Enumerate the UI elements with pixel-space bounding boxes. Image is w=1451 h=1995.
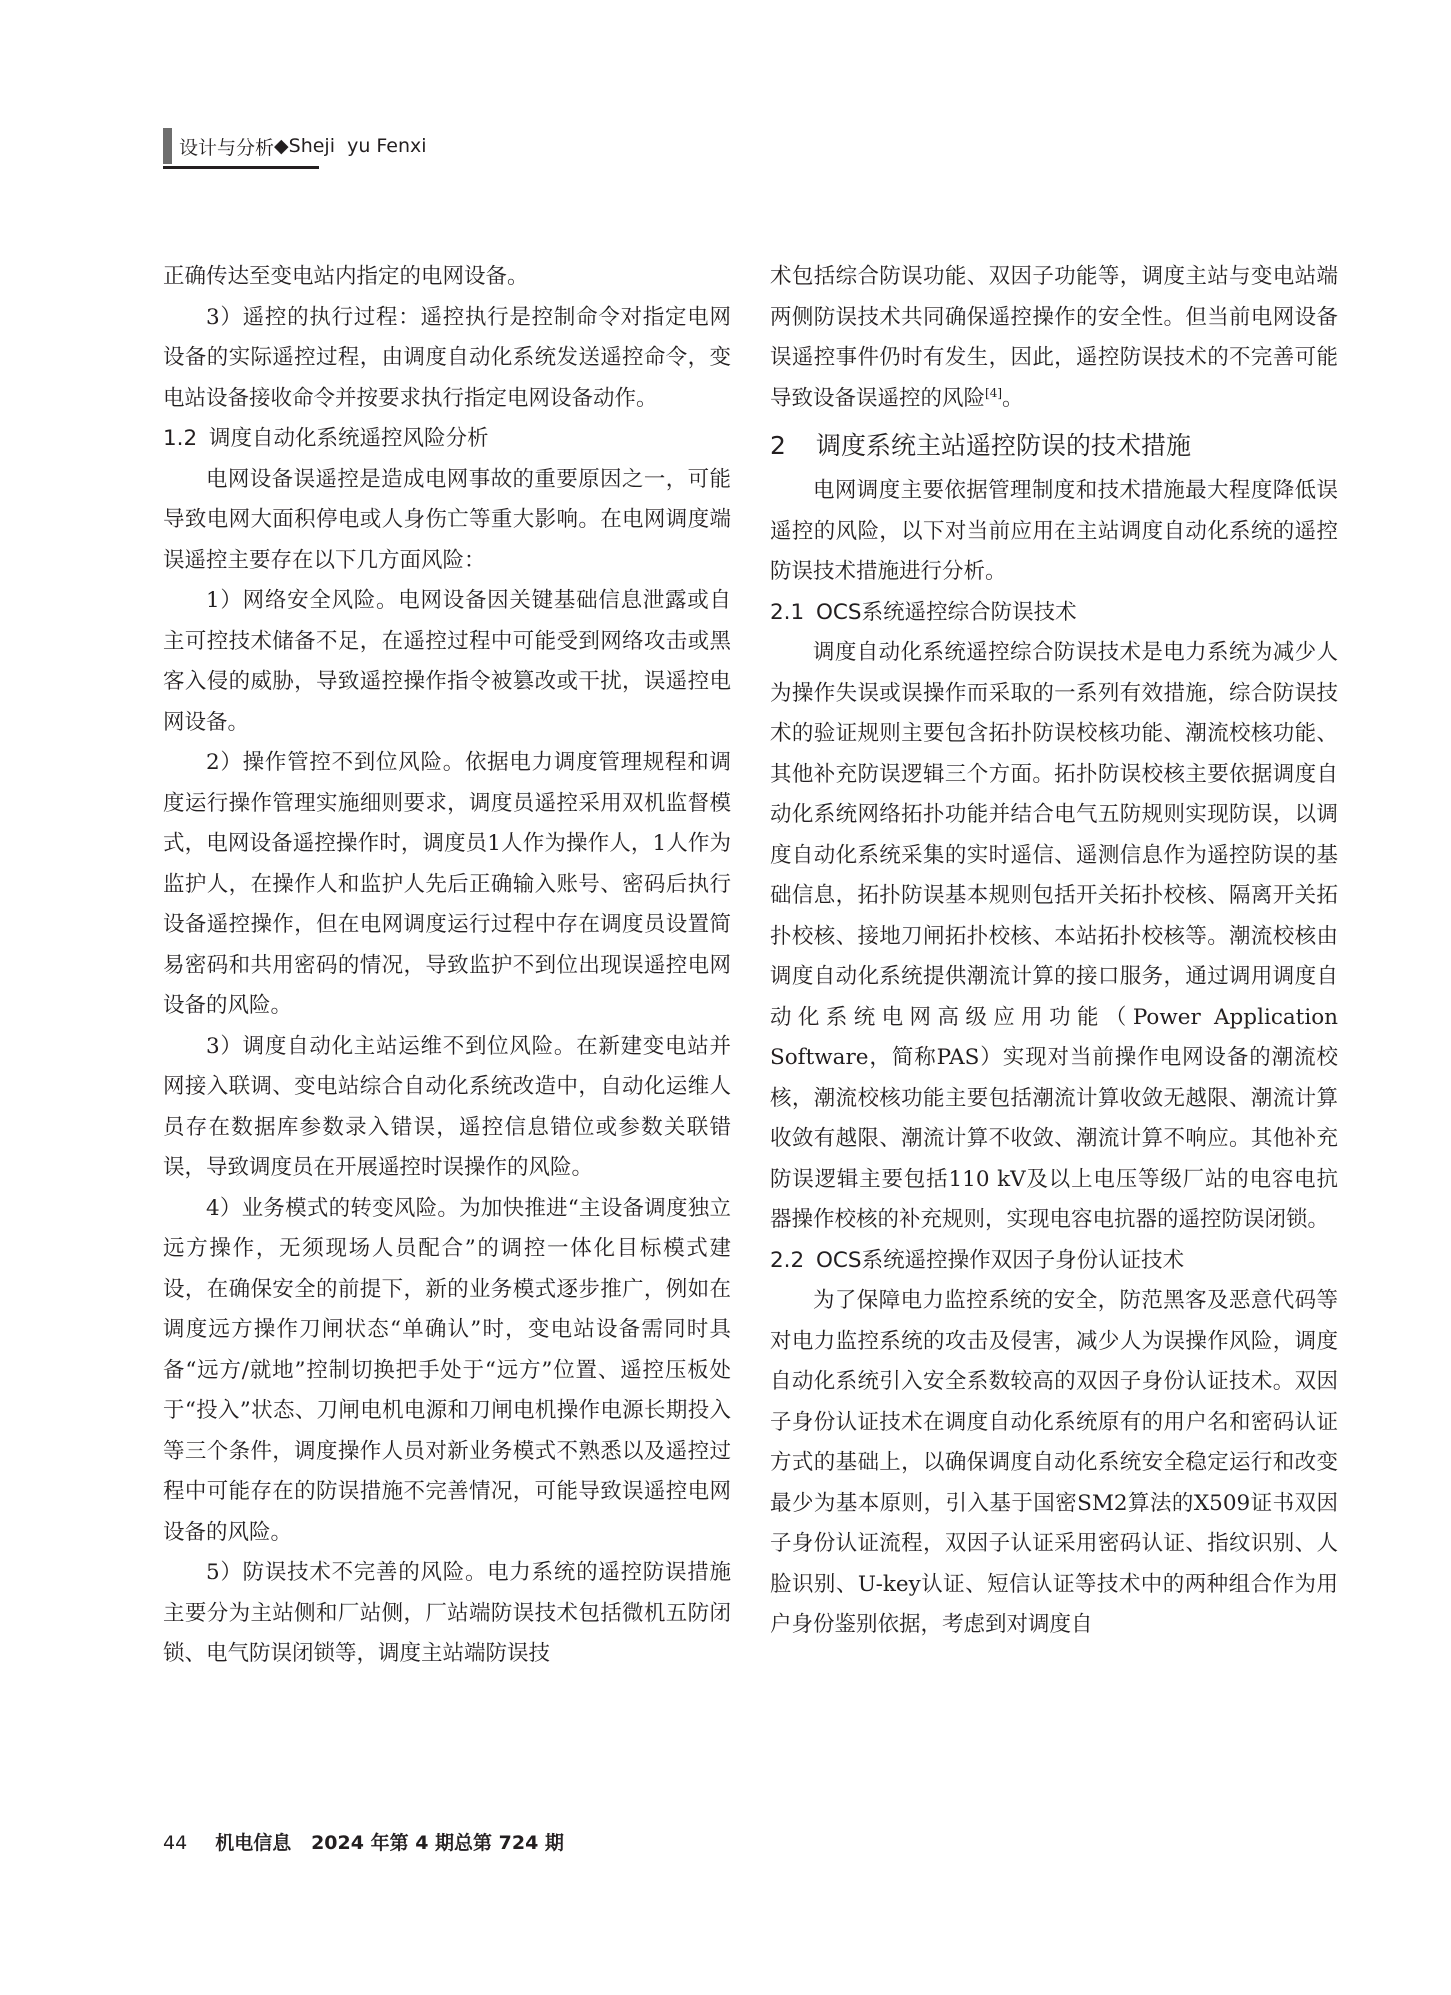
paragraph-text: 术包括综合防误功能、双因子功能等，调度主站与变电站端两侧防误技术共同确保遥控操作的安全性。但当前电网设备误遥控事件仍时有发生，因此，遥控防误技术的不完善可能导致设备误遥控的风险 — [770, 264, 1338, 411]
page-footer — [163, 1828, 564, 1855]
paragraph: 正确传达至变电站内指定的电网设备。 — [163, 264, 529, 289]
section-title: 调度自动化系统遥控风险分析 — [209, 426, 489, 451]
paragraph — [770, 257, 1338, 419]
header-section-cn: 设计与分析 — [179, 136, 275, 159]
section-number: 1.2 — [163, 426, 198, 451]
paragraph: 3）调度自动化主站运维不到位风险。在新建变电站并网接入联调、变电站综合自动化系统改造中，自动化运维人员存在数据库参数录入错误，遥控信息错位或参数关联错误，导致调度员在开展遥控时误操作的风险。 — [163, 1033, 731, 1180]
paragraph: 1）网络安全风险。电网设备因关键基础信息泄露或自主可控技术储备不足，在遥控过程中可能受到网络攻击或黑客入侵的威胁，导致遥控操作指令被篡改或干扰，误遥控电网设备。 — [163, 588, 731, 735]
paragraph: 电网调度主要依据管理制度和技术措施最大程度降低误遥控的风险，以下对当前应用在主站调度自动化系统的遥控防误技术措施进行分析。 — [770, 478, 1338, 584]
section-title: 调度系统主站遥控防误的技术措施 — [816, 431, 1192, 460]
section-heading-2-1 — [770, 593, 1338, 634]
section-heading-2 — [770, 423, 1338, 469]
paragraph: 4）业务模式的转变风险。为加快推进“主设备调度独立远方操作，无须现场人员配合”的调控一体化目标模式建设，在确保安全的前提下，新的业务模式逐步推广，例如在调度远方操作刀闸状态“单确认”时，变电站设备需同时具备“远方/就地”控制切换把手处于“远方”位置、遥控压板处于“投入”状态、刀闸电机电源和刀闸电机操作电源长期投入等三个条件，调度操作人员对新业务模式不熟悉以及遥控过程中可能存在的防误措施不完善情况，可能导致误遥控电网设备的风险。 — [163, 1195, 731, 1545]
paragraph: 3）遥控的执行过程：遥控执行是控制命令对指定电网设备的实际遥控过程，由调度自动化系统发送遥控命令，变电站设备接收命令并按要求执行指定电网设备动作。 — [163, 304, 731, 411]
page-number: 44 — [163, 1832, 188, 1854]
paragraph: 5）防误技术不完善的风险。电力系统的遥控防误措施主要分为主站侧和厂站侧，厂站端防误技术包括微机五防闭锁、电气防误闭锁等，调度主站端防误技 — [163, 1560, 731, 1666]
section-number: 2.2 — [770, 1247, 805, 1273]
section-number: 2 — [770, 431, 786, 460]
header-bar-mark — [163, 128, 172, 164]
paragraph: 调度自动化系统遥控综合防误技术是电力系统为减少人为操作失误或误操作而采取的一系列有效措施，综合防误技术的验证规则主要包含拓扑防误校核功能、潮流校核功能、其他补充防误逻辑三个方面。拓扑防误校核主要依据调度自动化系统网络拓扑功能并结合电气五防规则实现防误，以调度自动化系统采集的实时遥信、遥测信息作为遥控防误的基础信息，拓扑防误基本规则包括开关拓扑校核、隔离开关拓扑校核、接地刀闸拓扑校核、本站拓扑校核等。潮流校核由调度自动化系统提供潮流计算的接口服务，通过调用调度自动化系统电网高级应用功能（Power Application Software，简称PAS）实现对当前操作电网设备的潮流校核，潮流校核功能主要包括潮流计算收敛无越限、潮流计算收敛有越限、潮流计算不收敛、潮流计算不响应。其他补充防误逻辑主要包括110 kV及以上电压等级厂站的电容电抗器操作校核的补充规则，实现电容电抗器的遥控防误闭锁。 — [770, 640, 1338, 1232]
paragraph: 电网设备误遥控是造成电网事故的重要原因之一，可能导致电网大面积停电或人身伤亡等重大影响。在电网调度端误遥控主要存在以下几方面风险： — [163, 466, 731, 573]
header-section-pinyin: Sheji yu Fenxi — [288, 135, 427, 157]
left-column — [163, 257, 731, 1675]
paragraph: 为了保障电力监控系统的安全，防范黑客及恶意代码等对电力监控系统的攻击及侵害，减少人为误操作风险，调度自动化系统引入安全系数较高的双因子身份认证技术。双因子身份认证技术在调度自动化系统原有的用户名和密码认证方式的基础上，以确保调度自动化系统安全稳定运行和改变最少为基本原则，引入基于国密SM2算法的X509证书双因子身份认证流程，双因子认证采用密码认证、指纹识别、人脸识别、U-key认证、短信认证等技术中的两种组合作为用户身份鉴别依据，考虑到对调度自 — [770, 1288, 1338, 1637]
journal-issue: 机电信息 2024 年第 4 期总第 724 期 — [215, 1832, 564, 1854]
paragraph-end: 。 — [1002, 385, 1024, 411]
section-title: OCS系统遥控综合防误技术 — [816, 599, 1077, 625]
paragraph: 2）操作管控不到位风险。依据电力调度管理规程和调度运行操作管理实施细则要求，调度员遥控采用双机监督模式，电网设备遥控操作时，调度员1人作为操作人，1人作为监护人，在操作人和监护人先后正确输入账号、密码后执行设备遥控操作，但在电网调度运行过程中存在调度员设置简易密码和共用密码的情况，导致监护不到位出现误遥控电网设备的风险。 — [163, 750, 731, 1018]
section-number: 2.1 — [770, 599, 805, 625]
right-column — [770, 257, 1338, 1646]
section-heading-2-2 — [770, 1241, 1338, 1282]
header-diamond-icon: ◆ — [274, 135, 289, 157]
running-header — [163, 128, 427, 164]
citation-ref: [4] — [985, 385, 1003, 400]
section-heading-1-2 — [163, 419, 731, 460]
section-title: OCS系统遥控操作双因子身份认证技术 — [816, 1247, 1185, 1273]
header-underline — [163, 166, 319, 169]
